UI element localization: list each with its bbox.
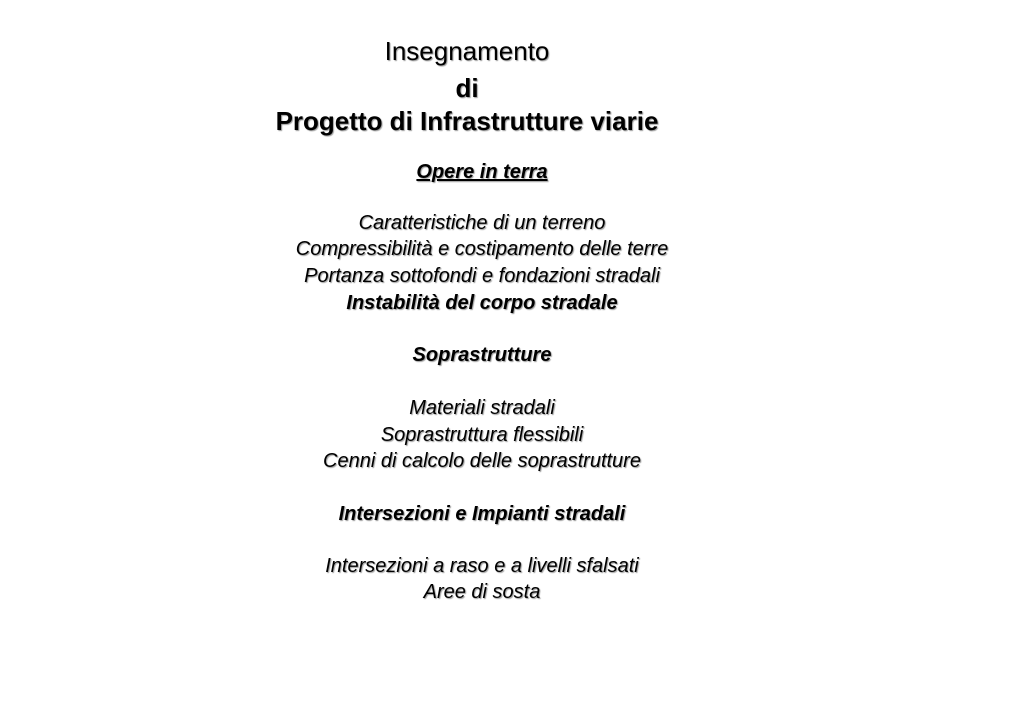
title-line-course: Progetto di Infrastrutture viarie xyxy=(275,106,659,136)
section-heading-opere: Opere in terra xyxy=(416,161,548,183)
list-item: Materiali stradali xyxy=(409,397,555,419)
section-heading-soprastrutture: Soprastrutture xyxy=(412,344,552,366)
title-line-di: di xyxy=(455,73,479,103)
list-item: Compressibilità e costipamento delle terre xyxy=(295,238,669,260)
list-item: Cenni di calcolo delle soprastrutture xyxy=(323,450,641,472)
list-item: Intersezioni a raso e a livelli sfalsati xyxy=(325,555,639,577)
list-item: Aree di sosta xyxy=(423,581,541,603)
list-item: Soprastruttura flessibili xyxy=(380,424,584,446)
title-line-insegnamento: Insegnamento xyxy=(384,36,550,66)
list-item-bold: Instabilità del corpo stradale xyxy=(346,292,618,314)
section-heading-intersezioni: Intersezioni e Impianti stradali xyxy=(338,503,626,525)
list-item: Portanza sottofondi e fondazioni stradali xyxy=(304,265,660,287)
list-item: Caratteristiche di un terreno xyxy=(358,212,606,234)
